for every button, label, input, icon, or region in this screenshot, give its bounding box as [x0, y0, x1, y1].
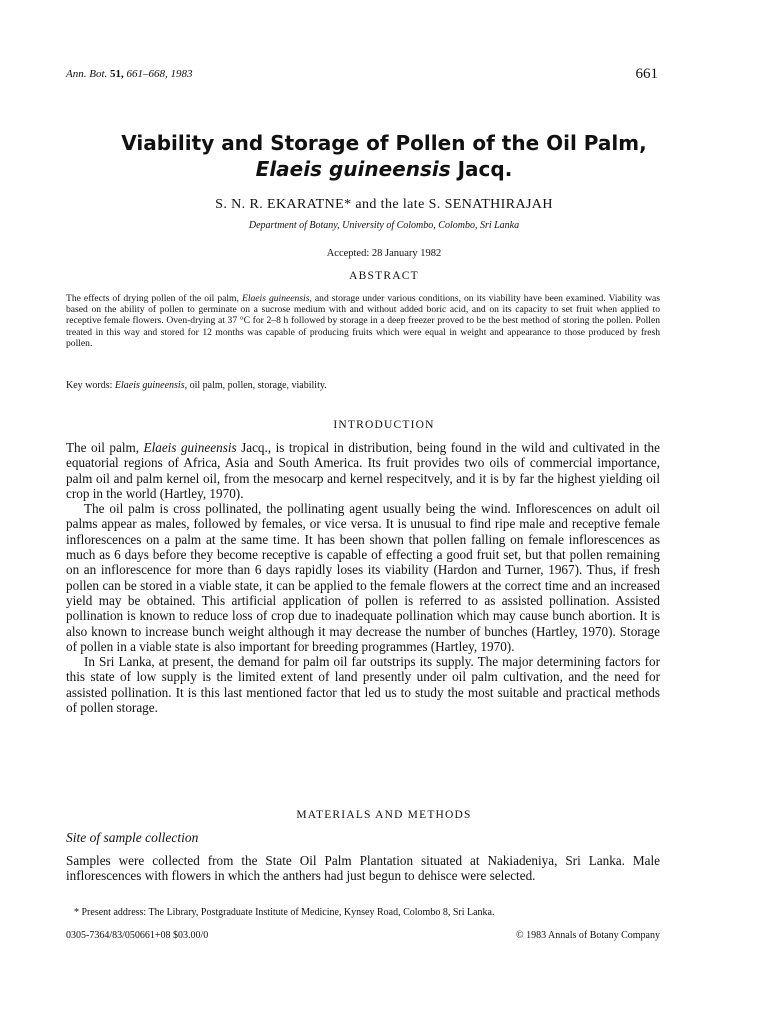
- intro-paragraph-2: The oil palm is cross pollinated, the pollinating agent usually being the wind. Inflorescences on adult oil palms appear as males, followed by females, or vice versa. It is unusual to find ripe male and receptive female inflorescences on a palm at the same time. It has been shown that pollen falling on female inflorescences as much as 6 days before they become receptive is capable of effecting a good fruit set, but that pollen remaining on an inflorescence for more than 6 days rapidly loses its viability (Hardon and Turner, 1967). Thus, if fresh pollen can be stored in a viable state, it can be applied to the female flowers at the correct time and an increased yield may be obtained. This artificial application of pollen is referred to as assisted pollination. Assisted pollination is known to reduce loss of crop due to inadequate pollination which may cause bunch abortion. It is also known to increase bunch weight although it may decrease the number of bunches (Hartley, 1970). Storage of pollen in a viable state is also important for breeding programmes (Hartley, 1970).: [66, 501, 660, 654]
- keywords: [66, 380, 660, 391]
- keywords-label: Key words:: [66, 380, 115, 391]
- authors: S. N. R. EKARATNE* and the late S. SENATHIRAJAH: [215, 197, 553, 212]
- accepted-date: Accepted: 28 January 1982: [326, 248, 442, 259]
- imprint-code: 0305-7364/83/050661+08 $03.00/0: [66, 930, 209, 941]
- journal-abbrev: Ann. Bot.: [66, 68, 108, 80]
- abstract-text-part: The effects of drying pollen of the oil palm,: [66, 293, 242, 304]
- page-number: 661: [635, 66, 658, 82]
- introduction-body: [66, 440, 660, 715]
- intro-paragraph-3: In Sri Lanka, at present, the demand for palm oil far outstrips its supply. The major determining factors for this state of low supply is the limited extent of land presently under oil palm cultivation, and the need for assisted pollination. It is this last mentioned factor that led us to study the most suitable and practical methods of pollen storage.: [66, 654, 660, 716]
- intro-text: Jacq., is tropical in distribution, being found in the wild and cultivated in the equatorial regions of Africa, Asia and South America. Its fruit provides two oils of commercial importance, palm oil and palm kernel oil, from the mesocarp and kernel respecitvely, and it is by far the highest yielding oil crop in the world (Hartley, 1970).: [66, 440, 660, 501]
- title-line-2: [0, 156, 768, 182]
- keywords-species: Elaeis guineensis: [114, 380, 185, 391]
- abstract-text-part: , and storage under various conditions, on its viability have been examined. Viability was based on the ability of pollen to germinate on a sucrose medium with and without added boric acid, and on its capacity to set fruit when applied to receptive female flowers. Oven-drying at 37 °C for 2–8 h followed by storage in a deep freezer proved to be the best method of storing the pollen. Pollen treated in this way and stored for 12 months was capable of producing fruits which were equal in weight and appearance to those produced by fresh pollen.: [66, 293, 660, 349]
- intro-text: The oil palm,: [66, 440, 144, 455]
- article-title: [0, 130, 768, 182]
- methods-heading: MATERIALS AND METHODS: [296, 809, 472, 821]
- intro-paragraph-1: [66, 440, 660, 501]
- abstract-text: [66, 293, 660, 349]
- copyright-notice: © 1983 Annals of Botany Company: [516, 930, 660, 941]
- volume: 51,: [110, 68, 124, 80]
- running-head: [66, 68, 193, 80]
- page-range: 661–668, 1983: [126, 68, 193, 80]
- abstract-species: Elaeis guineensis: [241, 293, 310, 304]
- methods-subheading: Site of sample collection: [66, 830, 199, 845]
- keywords-list: , oil palm, pollen, storage, viability.: [184, 380, 327, 391]
- affiliation: Department of Botany, University of Colombo, Colombo, Sri Lanka: [248, 220, 520, 231]
- abstract-heading: ABSTRACT: [349, 270, 419, 282]
- title-authority: Jacq.: [457, 157, 513, 181]
- intro-species: Elaeis guineensis: [143, 440, 237, 455]
- footnote: * Present address: The Library, Postgraduate Institute of Medicine, Kynsey Road, Colombo 8, Sri Lanka.: [74, 907, 495, 918]
- title-line-1: Viability and Storage of Pollen of the Oil Palm,: [121, 131, 647, 155]
- introduction-heading: INTRODUCTION: [333, 419, 435, 431]
- title-species: Elaeis guineensis: [255, 157, 451, 181]
- methods-paragraph: Samples were collected from the State Oil Palm Plantation situated at Nakiadeniya, Sri Lanka. Male inflorescences with flowers in which the anthers had just begun to dehisce were selected.: [66, 853, 660, 884]
